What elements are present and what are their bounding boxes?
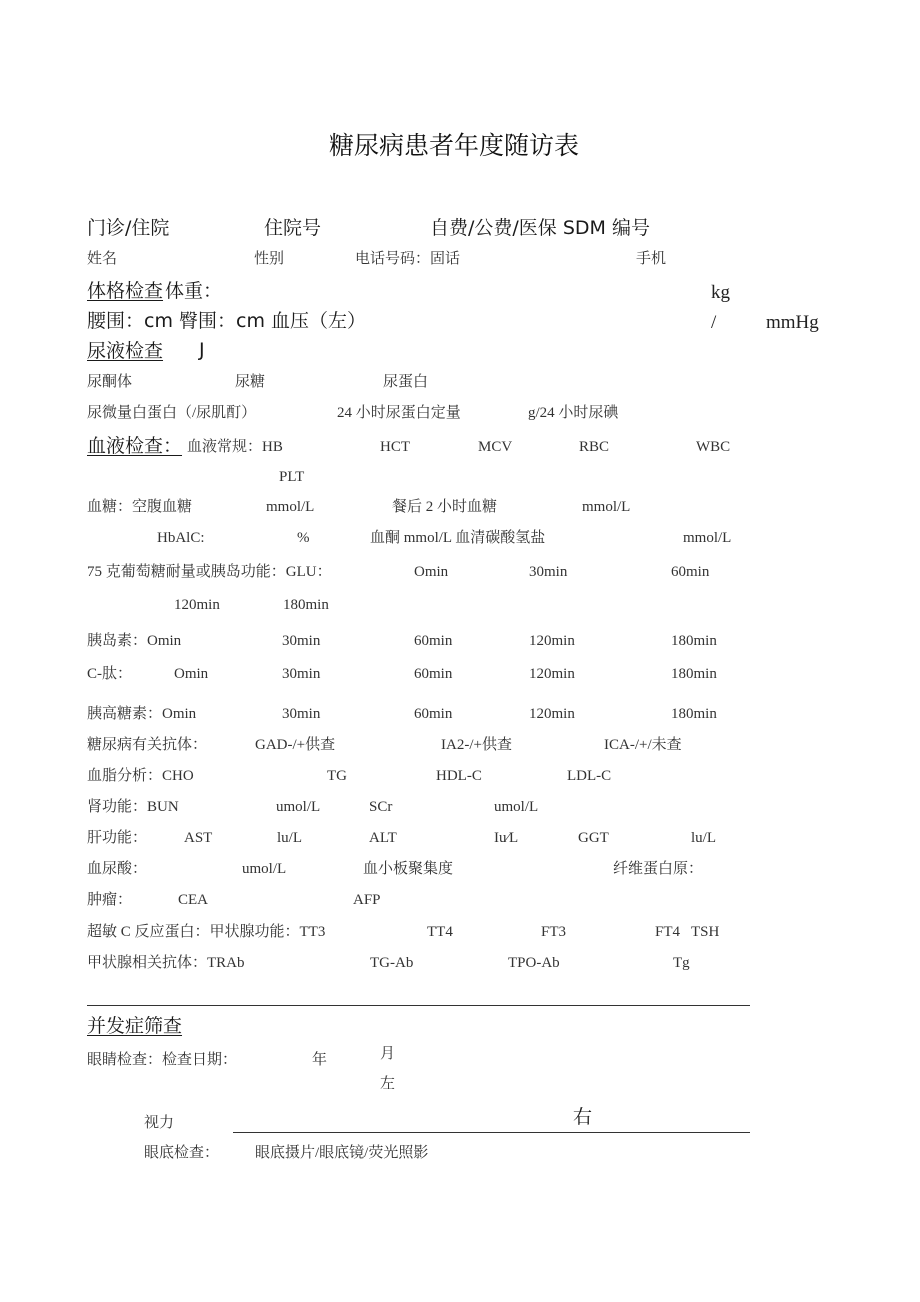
fundus-exam-label: 眼底检查： [144,1145,220,1161]
insulin-120min: 120min [529,633,575,649]
scr-unit: umol/L [494,799,539,815]
tpo-ab-label: TPO-Ab [508,955,560,971]
vision-line [233,1132,750,1133]
uric-acid-label: 血尿酸： [87,861,148,877]
c-peptide-60min: 60min [414,666,453,682]
insulin-180min: 180min [671,633,717,649]
urine-glucose-label: 尿糖 [235,374,266,390]
landline-label: 电话号码：固话 [355,251,461,267]
glucagon-180min: 180min [671,706,717,722]
mobile-label: 手机 [636,251,667,267]
glucagon-60min: 60min [414,706,453,722]
c-peptide-30min: 30min [282,666,321,682]
section-divider [87,1005,750,1006]
ft4-tsh-label: FT4 TSH [655,924,720,940]
ia2-antibody: IA2-/+供查 [441,737,512,753]
bicarbonate-unit: mmol/L [683,530,732,546]
ast-label: AST [184,830,213,846]
hba1c-label: HbAlC: [157,530,205,546]
insulin-30min: 30min [282,633,321,649]
name-label: 姓名 [87,251,118,267]
insulin-60min: 60min [414,633,453,649]
blood-ketone-bicarbonate-label: 血酮 mmol/L 血清碳酸氢盐 [370,530,546,546]
tt4-label: TT4 [427,924,453,940]
eye-exam-date-label: 眼睛检查：检查日期： [87,1052,238,1068]
ggt-unit: lu/L [691,830,716,846]
sex-label: 性别 [254,251,285,267]
postmeal-glucose-label: 餐后 2 小时血糖 [392,499,498,515]
bun-unit: umol/L [276,799,321,815]
hba1c-unit: % [297,530,310,546]
c-peptide-180min: 180min [671,666,717,682]
ggt-label: GGT [578,830,609,846]
tg-label: Tg [673,955,690,971]
complication-screening-heading: 并发症筛查 [87,1015,183,1037]
glucagon-label: 胰高糖素：Omin [87,706,197,722]
waist-hip-bp-label: 腰围：cm 臀围：cm 血压（左） [87,310,366,332]
alt-label: ALT [369,830,397,846]
weight-unit: kg [711,282,730,303]
cea-label: CEA [178,892,208,908]
lipid-ldl-label: LDL-C [567,768,612,784]
protein-24h-label: 24 小时尿蛋白定量 [337,405,461,421]
platelet-aggregation-label: 血小板聚集度 [363,861,454,877]
vision-label: 视力 [144,1115,175,1131]
iodine-24h-label: g/24 小时尿碘 [528,405,619,421]
lipid-hdl-label: HDL-C [436,768,482,784]
ica-antibody: ICA-/+/未查 [604,737,682,753]
gad-antibody: GAD-/+供查 [255,737,336,753]
fasting-glucose-label: 血糖：空腹血糖 [87,499,193,515]
tumor-label: 肿瘤： [87,892,133,908]
physical-exam-heading: 体格检查 [87,280,164,302]
weight-label: 体重： [165,280,223,302]
plt-label: PLT [279,469,305,485]
ogtt-180min: 180min [283,597,329,613]
payment-type-label: 自费/公费/医保 SDM 编号 [430,217,650,239]
left-eye-label: 左 [380,1076,396,1092]
c-peptide-label: C-肽： [87,666,133,682]
c-peptide-120min: 120min [529,666,575,682]
urine-mark: J [199,339,205,361]
right-eye-label: 右 [573,1106,593,1128]
urine-ketone-label: 尿酮体 [87,374,133,390]
uric-acid-unit: umol/L [242,861,287,877]
rbc-label: RBC [579,439,610,455]
renal-bun-label: 肾功能：BUN [87,799,179,815]
ogtt-60min: 60min [671,564,710,580]
afp-label: AFP [353,892,381,908]
lipid-tg-label: TG [327,768,347,784]
ogtt-120min: 120min [174,597,220,613]
microalbumin-label: 尿微量白蛋白（/尿肌酊） [87,405,257,421]
blood-routine-label: 血液常规：HB [187,439,283,455]
crp-thyroid-label: 超敏 C 反应蛋白：甲状腺功能：TT3 [87,924,326,940]
c-peptide-0min: Omin [174,666,209,682]
postmeal-glucose-unit: mmol/L [582,499,631,515]
month-label: 月 [380,1046,396,1062]
glucagon-120min: 120min [529,706,575,722]
lipid-cho-label: 血脂分析：CHO [87,768,194,784]
page-title: 糖尿病患者年度随访表 [329,131,580,160]
insulin-label: 胰岛素：Omin [87,633,182,649]
diabetes-antibody-label: 糖尿病有关抗体： [87,737,208,753]
blood-exam-heading: 血液检查： [87,435,183,457]
wbc-label: WBC [696,439,731,455]
ogtt-label: 75 克葡萄糖耐量或胰岛功能：GLU： [87,564,332,580]
scr-label: SCr [369,799,393,815]
ft3-label: FT3 [541,924,567,940]
ast-unit: lu/L [277,830,302,846]
ogtt-0min: Omin [414,564,449,580]
outpatient-inpatient-label: 门诊/住院 [87,217,170,239]
ogtt-30min: 30min [529,564,568,580]
glucagon-30min: 30min [282,706,321,722]
fibrinogen-label: 纤维蛋白原： [613,861,704,877]
mcv-label: MCV [478,439,513,455]
hct-label: HCT [380,439,410,455]
bp-separator: / [711,312,717,333]
alt-unit: Iu⁄L [494,830,519,846]
admission-number-label: 住院号 [264,217,322,239]
fundus-methods: 眼底摄片/眼底镜/荧光照影 [255,1145,429,1161]
thyroid-antibody-label: 甲状腺相关抗体：TRAb [87,955,245,971]
liver-function-label: 肝功能： [87,830,148,846]
tg-ab-label: TG-Ab [370,955,414,971]
year-label: 年 [312,1052,328,1068]
fasting-glucose-unit: mmol/L [266,499,315,515]
urine-exam-heading: 尿液检查 [87,340,164,362]
bp-unit: mmHg [766,312,819,333]
urine-protein-label: 尿蛋白 [383,374,429,390]
